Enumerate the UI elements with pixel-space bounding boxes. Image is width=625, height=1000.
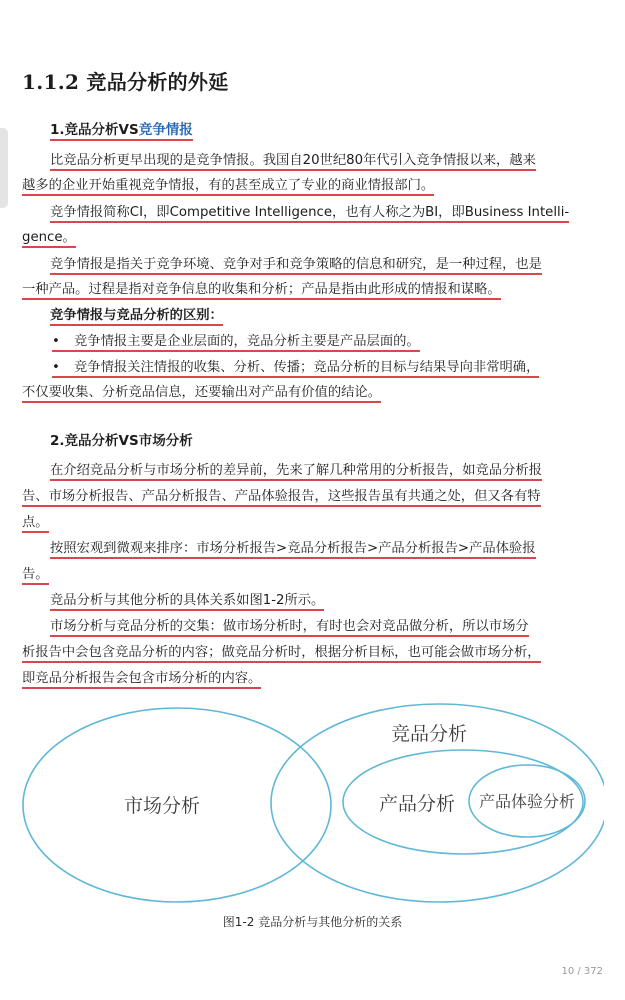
- section-title: 1.1.2 竞品分析的外延: [22, 70, 229, 94]
- paragraph-line: 不仅要收集、分析竞品信息，还要输出对产品有价值的结论。: [22, 385, 381, 403]
- difference-heading: 竞争情报与竞品分析的区别：: [50, 308, 223, 326]
- figure-caption: 图1-2 竞品分析与其他分析的关系: [222, 915, 403, 929]
- competitor-analysis-label: 竞品分析: [390, 724, 468, 745]
- bullet-text: 竞争情报主要是企业层面的，竞品分析主要是产品层面的。: [74, 334, 420, 349]
- subsection-heading-2: 2.竞品分析VS市场分析: [50, 433, 193, 449]
- paragraph-line: 即竞品分析报告会包含市场分析的内容。: [22, 671, 261, 689]
- market-analysis-label: 市场分析: [123, 796, 201, 817]
- side-tab-handle[interactable]: [0, 128, 8, 208]
- bullet-text: 竞争情报关注情报的收集、分析、传播；竞品分析的目标与结果导向非常明确，: [74, 360, 540, 375]
- paragraph-line: 按照宏观到微观来排序：市场分析报告>竞品分析报告>产品分析报告>产品体验报: [50, 541, 536, 559]
- paragraph-line: 一种产品。过程是指对竞争信息的收集和分析；产品是指由此形成的情报和谋略。: [22, 282, 501, 300]
- paragraph-line: 析报告中会包含竞品分析的内容；做竞品分析时，根据分析目标，也可能会做市场分析，: [22, 645, 541, 663]
- subsection-heading-1: [50, 118, 193, 141]
- paragraph-line: 告。: [22, 567, 49, 585]
- subsection-1-prefix: 1.竞品分析VS: [50, 122, 139, 138]
- paragraph-line: gence。: [22, 230, 76, 248]
- analysis-relationship-diagram: [22, 700, 604, 905]
- paragraph-line: 竞争情报简称CI，即Competitive Intelligence，也有人称之为BI，即Business Intelli-: [50, 205, 569, 223]
- paragraph-line: 市场分析与竞品分析的交集：做市场分析时，有时也会对竞品做分析，所以市场分: [50, 619, 529, 637]
- paragraph-line: 点。: [22, 515, 49, 533]
- paragraph-line: 越多的企业开始重视竞争情报，有的甚至成立了专业的商业情报部门。: [22, 178, 434, 196]
- paragraph-line: 竞品分析与其他分析的具体关系如图1-2所示。: [50, 593, 324, 611]
- product-analysis-label: 产品分析: [378, 794, 456, 815]
- paragraph-line: 告、市场分析报告、产品分析报告、产品体验报告，这些报告虽有共通之处，但又各有特: [22, 489, 541, 507]
- competitive-intelligence-link[interactable]: 竞争情报: [138, 122, 193, 138]
- paragraph-line: 竞争情报是指关于竞争环境、竞争对手和竞争策略的信息和研究，是一种过程，也是: [50, 257, 542, 275]
- bullet-icon: •: [52, 334, 60, 349]
- page-number: 10 / 372: [561, 966, 603, 977]
- paragraph-line: 比竞品分析更早出现的是竞争情报。我国自20世纪80年代引入竞争情报以来，越来: [50, 153, 536, 171]
- paragraph-line: 在介绍竞品分析与市场分析的差异前，先来了解几种常用的分析报告，如竞品分析报: [50, 463, 542, 481]
- bullet-icon: •: [52, 360, 60, 375]
- experience-analysis-label: 产品体验分析: [478, 794, 576, 811]
